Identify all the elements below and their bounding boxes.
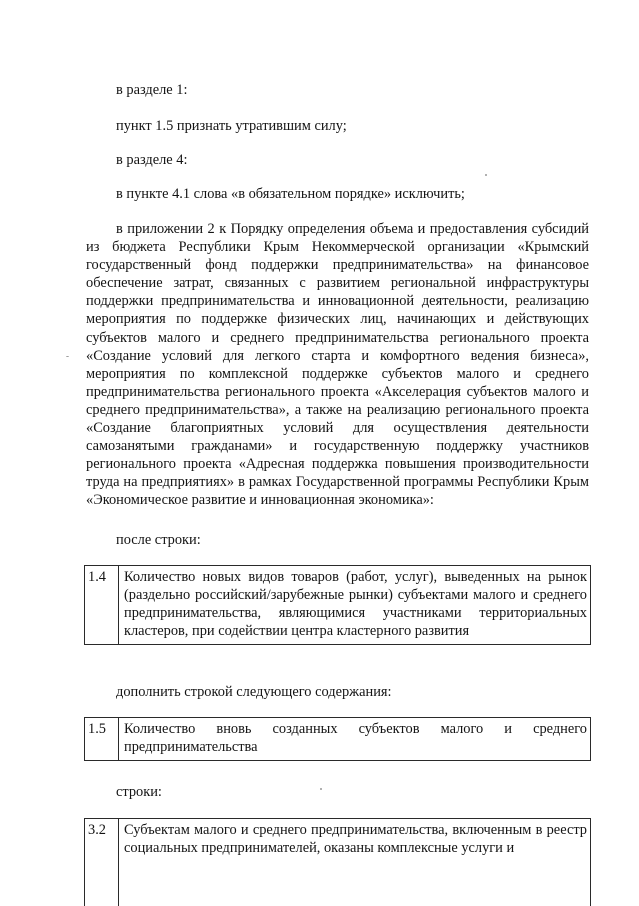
scan-speck bbox=[320, 788, 322, 790]
rows-label: строки: bbox=[116, 784, 162, 800]
item-4-1-amendment: в пункте 4.1 слова «в обязательном порядке» исключить; bbox=[116, 186, 465, 202]
row-text: Количество вновь созданных субъектов малого и среднего предпринимательства bbox=[124, 721, 587, 755]
appendix-2-paragraph: в приложении 2 к Порядку определения объема и предоставления субсидий из бюджета Республики Крым Некоммерческой организации «Крымский государственный фонд поддержки предпринимательства» на финансовое обеспечение затрат, связанных с развитием региональной инфраструктуры поддержки предпринимательства и инновационной деятельности, реализацию мероприятия по поддержке физических лиц, начинающих и действующих субъектов малого и среднего предпринимательства регионального проекта «Создание условий для легкого старта и комфортного ведения бизнеса», мероприятия по комплексной поддержке субъектов малого и среднего предпринимательства регионального проекта «Акселерация субъектов малого и среднего предпринимательства», а также на реализацию регионального проекта «Создание благоприятных условий для осуществления деятельности самозанятыми гражданами» и государственную поддержку участников регионального проекта «Адресная поддержка повышения производительности труда на предприятиях» в рамках Государственной программы Республики Крым «Экономическое развитие и инновационная экономика»: bbox=[86, 221, 589, 509]
scan-speck bbox=[485, 174, 487, 176]
table-row-3-2 bbox=[84, 818, 591, 906]
row-number: 1.4 bbox=[85, 566, 119, 644]
section-4-heading: в разделе 4: bbox=[116, 152, 188, 168]
scan-speck bbox=[66, 356, 69, 357]
item-1-5-repeal: пункт 1.5 признать утратившим силу; bbox=[116, 118, 347, 134]
row-text: Субъектам малого и среднего предпринимательства, включенным в реестр социальных предпринимателей, оказаны комплексные услуги и bbox=[124, 822, 587, 856]
table-row-1-5 bbox=[84, 717, 591, 761]
section-1-heading: в разделе 1: bbox=[116, 82, 188, 98]
row-number: 3.2 bbox=[85, 819, 119, 906]
add-row-label: дополнить строкой следующего содержания: bbox=[116, 684, 392, 700]
row-number: 1.5 bbox=[85, 718, 119, 760]
row-text: Количество новых видов товаров (работ, услуг), выведенных на рынок (раздельно российский/зарубежные рынки) субъектами малого и среднего предпринимательства, являющимися участниками территориальных кластеров, при содействии центра кластерного развития bbox=[124, 569, 587, 639]
after-row-label: после строки: bbox=[116, 532, 201, 548]
table-row-1-4 bbox=[84, 565, 591, 645]
